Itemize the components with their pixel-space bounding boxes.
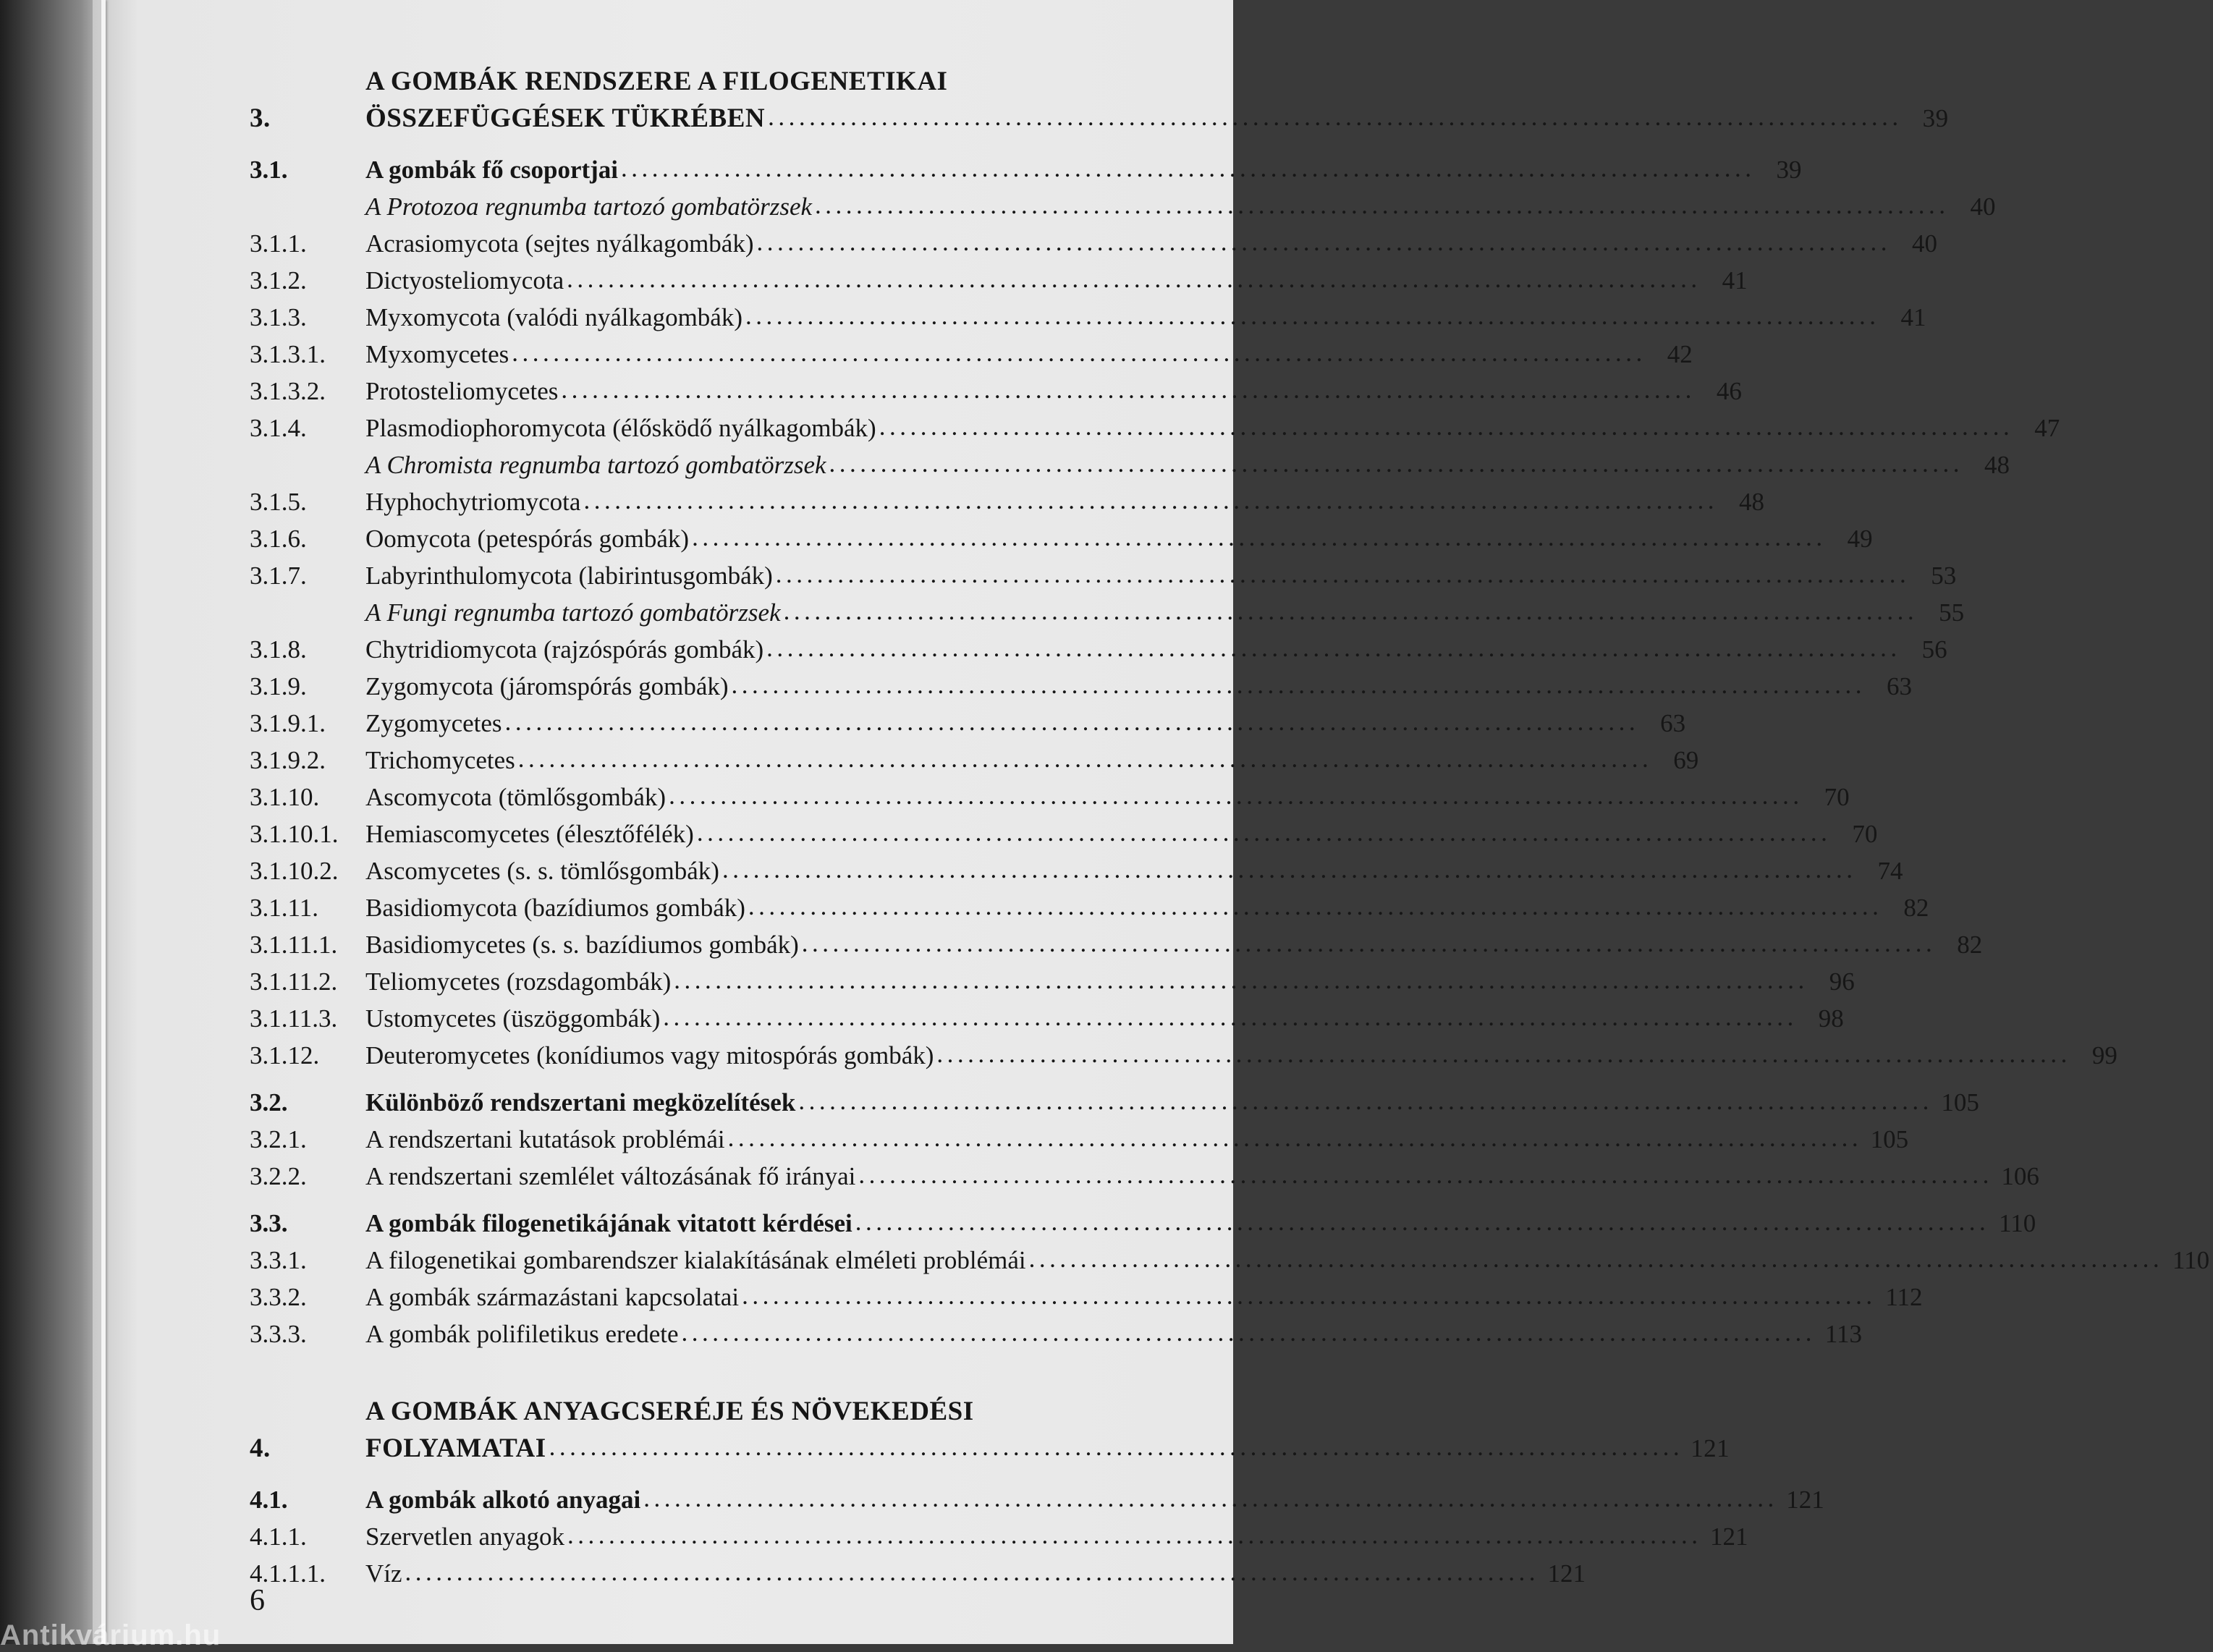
page-number: 42 [1667, 340, 1693, 368]
entry-number: 3.1.8. [250, 635, 307, 664]
section-entry [250, 1481, 1824, 1517]
entry-number: 4.1.1.1. [250, 1559, 326, 1588]
chapter-number: 3. [250, 103, 271, 133]
entry-number: 3.1.3.1. [250, 340, 326, 368]
entry-title: A gombák alkotó anyagai [365, 1486, 641, 1514]
entry-title: Trichomycetes [365, 746, 515, 774]
toc-entry [250, 741, 1699, 778]
page-footer-number: 6 [250, 1584, 265, 1617]
entry-number: 4.1. [250, 1486, 288, 1514]
dot-leader: .............................................................................................................. [783, 597, 1918, 625]
toc-entry [250, 520, 1873, 556]
chapter-title-line-1: A GOMBÁK RENDSZERE A FILOGENETIKAI [365, 67, 948, 96]
page-number: 99 [2091, 1041, 2117, 1069]
page-number: 105 [1941, 1088, 1979, 1117]
page-number: 110 [2172, 1246, 2210, 1274]
toc-entry [250, 1157, 2039, 1194]
entry-number: 3.1.9.1. [250, 709, 326, 737]
entry-number: 3.1.10.1. [250, 820, 339, 848]
page-number: 70 [1824, 783, 1850, 811]
entry-number: 3.1.5. [250, 488, 307, 516]
entry-number: 3.2.2. [250, 1162, 307, 1190]
page-number: 70 [1852, 820, 1878, 848]
chapter-number: 4. [250, 1433, 271, 1463]
dot-leader: .............................................................................................................. [855, 1208, 1990, 1236]
dot-leader: .............................................................................................................. [775, 560, 1911, 588]
toc-entry [250, 704, 1686, 741]
page-number: 121 [1710, 1522, 1748, 1551]
dot-leader: .............................................................................................................. [621, 154, 1756, 182]
dot-leader: .............................................................................................................. [801, 929, 1937, 957]
entry-number: 3.1.11. [250, 894, 318, 922]
chapter-title-line-2: ÖSSZEFÜGGÉSEK TÜKRÉBEN [365, 103, 766, 133]
dot-leader: .............................................................................................................. [696, 818, 1832, 847]
entry-number: 3.1.11.3. [250, 1004, 338, 1033]
entry-number: 3.3.3. [250, 1320, 307, 1348]
dot-leader: .............................................................................................................. [643, 1484, 1778, 1512]
entry-number: 3.3.1. [250, 1246, 307, 1274]
entry-number: 3.1.11.1. [250, 931, 338, 959]
dot-leader: .............................................................................................................. [936, 1040, 2071, 1068]
entry-number: 3.1.10.2. [250, 857, 339, 885]
toc-entry [250, 1517, 1748, 1554]
toc-entry [250, 556, 1957, 593]
entry-title: Ascomycetes (s. s. tömlősgombák) [365, 857, 719, 885]
page-number: 69 [1673, 746, 1699, 774]
page-number: 46 [1716, 377, 1742, 405]
page-number: 74 [1877, 857, 1903, 885]
entry-number: 3.1.1. [250, 229, 307, 258]
toc-entry [250, 335, 1693, 372]
page-number: 121 [1786, 1486, 1824, 1514]
chapter-title-line-2: FOLYAMATAI [365, 1433, 546, 1463]
entry-title: A gombák filogenetikájának vitatott kérdései [365, 1209, 852, 1237]
dot-leader: .............................................................................................................. [879, 412, 2014, 441]
entry-title: Labyrinthulomycota (labirintusgombák) [365, 562, 773, 590]
entry-number: 3.1.10. [250, 783, 320, 811]
toc-entry [250, 1241, 2210, 1278]
entry-title: A gombák polifiletikus eredete [365, 1320, 679, 1348]
dot-leader: .............................................................................................................. [669, 781, 1803, 810]
page-number: 39 [1922, 104, 1949, 132]
toc-entry [250, 852, 1903, 889]
table-of-contents [250, 64, 2210, 1591]
entry-number: 3.3.2. [250, 1283, 307, 1311]
entry-title: Ascomycota (tömlősgombák) [365, 783, 667, 811]
page-number: 41 [1900, 303, 1926, 331]
dot-leader: .............................................................................................................. [504, 708, 1640, 736]
page-number: 63 [1660, 709, 1686, 737]
book-binding-shadow [0, 0, 101, 1644]
page-number: 48 [1738, 488, 1764, 516]
entry-title: A rendszertani kutatások problémái [365, 1125, 725, 1153]
dot-leader: .............................................................................................................. [766, 634, 1901, 662]
entry-number: 3.3. [250, 1209, 288, 1237]
page-number: 113 [1824, 1320, 1863, 1348]
dot-leader: .............................................................................................................. [567, 1521, 1702, 1549]
entry-title: A gombák származástani kapcsolatai [365, 1283, 740, 1311]
entry-title: Ustomycetes (üszöggombák) [365, 1004, 661, 1033]
entry-number: 3.1.3.2. [250, 377, 326, 405]
toc-entry [250, 778, 1850, 815]
dot-leader: .............................................................................................................. [674, 966, 1808, 994]
toc-entry [250, 372, 1742, 409]
page-number: 82 [1903, 894, 1929, 922]
dot-leader: .............................................................................................................. [561, 376, 1696, 404]
dot-leader: .............................................................................................................. [815, 191, 1950, 219]
toc-entry [250, 667, 1913, 704]
dot-leader: .............................................................................................................. [768, 103, 1903, 131]
dot-leader: .............................................................................................................. [829, 449, 1964, 478]
section-entry [250, 1083, 1979, 1120]
entry-number: 3.1.2. [250, 266, 307, 295]
page-edge [101, 0, 106, 1644]
page-number: 106 [2001, 1162, 2039, 1190]
entry-title: Különböző rendszertani megközelítések [365, 1088, 796, 1117]
toc-entry [250, 1036, 2117, 1073]
toc-entry [250, 446, 2010, 483]
dot-leader: .............................................................................................................. [681, 1318, 1816, 1347]
toc-entry [250, 925, 1983, 962]
toc-entry [250, 815, 1878, 852]
dot-leader: .............................................................................................................. [512, 339, 1646, 367]
chapter-3-entry [250, 64, 1949, 136]
entry-title: A rendszertani szemlélet változásának fő irányai [365, 1162, 856, 1190]
entry-title: Zygomycota (járomspórás gombák) [365, 672, 729, 700]
dot-leader: .............................................................................................................. [858, 1161, 1993, 1189]
dot-leader: .............................................................................................................. [549, 1433, 1684, 1461]
entry-title: Protosteliomycetes [365, 377, 559, 405]
entry-title: Myxomycetes [365, 340, 509, 368]
toc-entry [250, 889, 1929, 925]
entry-title: Zygomycetes [365, 709, 502, 737]
page-number: 49 [1847, 525, 1873, 553]
toc-entry [250, 630, 1947, 667]
entry-title: Szervetlen anyagok [365, 1522, 565, 1551]
toc-entry [250, 261, 1748, 298]
page-number: 98 [1818, 1004, 1844, 1033]
entry-title: Dictyosteliomycota [365, 266, 564, 295]
dot-leader: .............................................................................................................. [405, 1558, 1540, 1586]
section-entry [250, 151, 1802, 187]
entry-number: 3.1.3. [250, 303, 307, 331]
entry-number: 3.1.6. [250, 525, 307, 553]
page-number: 121 [1547, 1559, 1586, 1588]
toc-entry [250, 224, 1937, 261]
page-number: 47 [2034, 414, 2060, 442]
entry-title: Plasmodiophoromycota (élősködő nyálkagombák) [365, 414, 876, 442]
entry-title: A Chromista regnumba tartozó gombatörzsek [365, 451, 826, 479]
watermark-logo: Antikvárium.hu [0, 1619, 221, 1651]
toc-entry [250, 409, 2060, 446]
entry-title: Hyphochytriomycota [365, 488, 581, 516]
page-number: 121 [1691, 1434, 1730, 1462]
entry-number: 3.1. [250, 156, 288, 184]
page-number: 48 [1984, 451, 2010, 479]
entry-title: Hemiascomycetes (élesztőfélék) [365, 820, 694, 848]
entry-number: 3.2. [250, 1088, 288, 1117]
entry-title: Acrasiomycota (sejtes nyálkagombák) [365, 229, 754, 258]
entry-title: Víz [365, 1559, 402, 1588]
dot-leader: .............................................................................................................. [663, 1003, 1798, 1031]
entry-title: A gombák fő csoportjai [365, 156, 619, 184]
page-number: 40 [1970, 192, 1996, 221]
toc-entry [250, 1315, 1863, 1352]
page-number: 110 [1999, 1209, 2036, 1237]
entry-number: 4.1.1. [250, 1522, 307, 1551]
section-entry [250, 1204, 2036, 1241]
entry-number: 3.1.11.2. [250, 967, 338, 996]
page-number: 105 [1870, 1125, 1909, 1153]
entry-title: A Fungi regnumba tartozó gombatörzsek [365, 598, 781, 627]
page-number: 40 [1911, 229, 1937, 258]
page-number: 41 [1722, 266, 1748, 295]
page-number: 55 [1939, 598, 1965, 627]
toc-entry [250, 1554, 1586, 1591]
page-number: 63 [1887, 672, 1913, 700]
toc-entry [250, 962, 1855, 999]
entry-number: 3.1.9. [250, 672, 307, 700]
entry-title: Chytridiomycota (rajzóspórás gombák) [365, 635, 764, 664]
dot-leader: .............................................................................................................. [748, 892, 1883, 920]
entry-number: 3.2.1. [250, 1125, 307, 1153]
dot-leader: .............................................................................................................. [798, 1087, 1933, 1115]
page-number: 53 [1931, 562, 1957, 590]
dot-leader: .............................................................................................................. [567, 265, 1701, 293]
toc-entry [250, 483, 1764, 520]
toc-entry [250, 999, 1844, 1036]
dot-leader: .............................................................................................................. [1028, 1245, 2164, 1273]
page-number: 112 [1885, 1283, 1923, 1311]
dot-leader: .............................................................................................................. [517, 745, 1653, 773]
dot-leader: .............................................................................................................. [692, 523, 1827, 551]
toc-entry [250, 1278, 1923, 1315]
entry-title: Basidiomycota (bazídiumos gombák) [365, 894, 745, 922]
entry-title: Oomycota (petespórás gombák) [365, 525, 690, 553]
entry-number: 3.1.12. [250, 1041, 320, 1069]
entry-number: 3.1.4. [250, 414, 307, 442]
entry-title: Myxomycota (valódi nyálkagombák) [365, 303, 742, 331]
chapter-4-entry [250, 1394, 1730, 1466]
entry-title: Basidiomycetes (s. s. bazídiumos gombák) [365, 931, 799, 959]
dot-leader: .............................................................................................................. [722, 855, 1857, 884]
page-number: 96 [1829, 967, 1855, 996]
dot-leader: .............................................................................................................. [727, 1124, 1863, 1152]
dot-leader: .............................................................................................................. [742, 1282, 1876, 1310]
entry-number: 3.1.9.2. [250, 746, 326, 774]
dot-leader: .............................................................................................................. [583, 486, 1718, 514]
chapter-title-line-1: A GOMBÁK ANYAGCSERÉJE ÉS NÖVEKEDÉSI [365, 1397, 974, 1426]
page-number: 56 [1921, 635, 1947, 664]
page-number: 39 [1776, 156, 1802, 184]
dot-leader: .............................................................................................................. [731, 671, 1866, 699]
entry-number: 3.1.7. [250, 562, 307, 590]
toc-entry [250, 298, 1926, 335]
dot-leader: .............................................................................................................. [756, 228, 1891, 256]
toc-entry [250, 1120, 1909, 1157]
toc-entry [250, 593, 1965, 630]
entry-title: Teliomycetes (rozsdagombák) [365, 967, 672, 996]
entry-title: A filogenetikai gombarendszer kialakításának elméleti problémái [365, 1246, 1026, 1274]
entry-title: Deuteromycetes (konídiumos vagy mitospórás gombák) [365, 1041, 934, 1069]
entry-title: A Protozoa regnumba tartozó gombatörzsek [365, 192, 813, 221]
page-number: 82 [1957, 931, 1983, 959]
dot-leader: .............................................................................................................. [745, 302, 1880, 330]
toc-entry [250, 187, 1996, 224]
